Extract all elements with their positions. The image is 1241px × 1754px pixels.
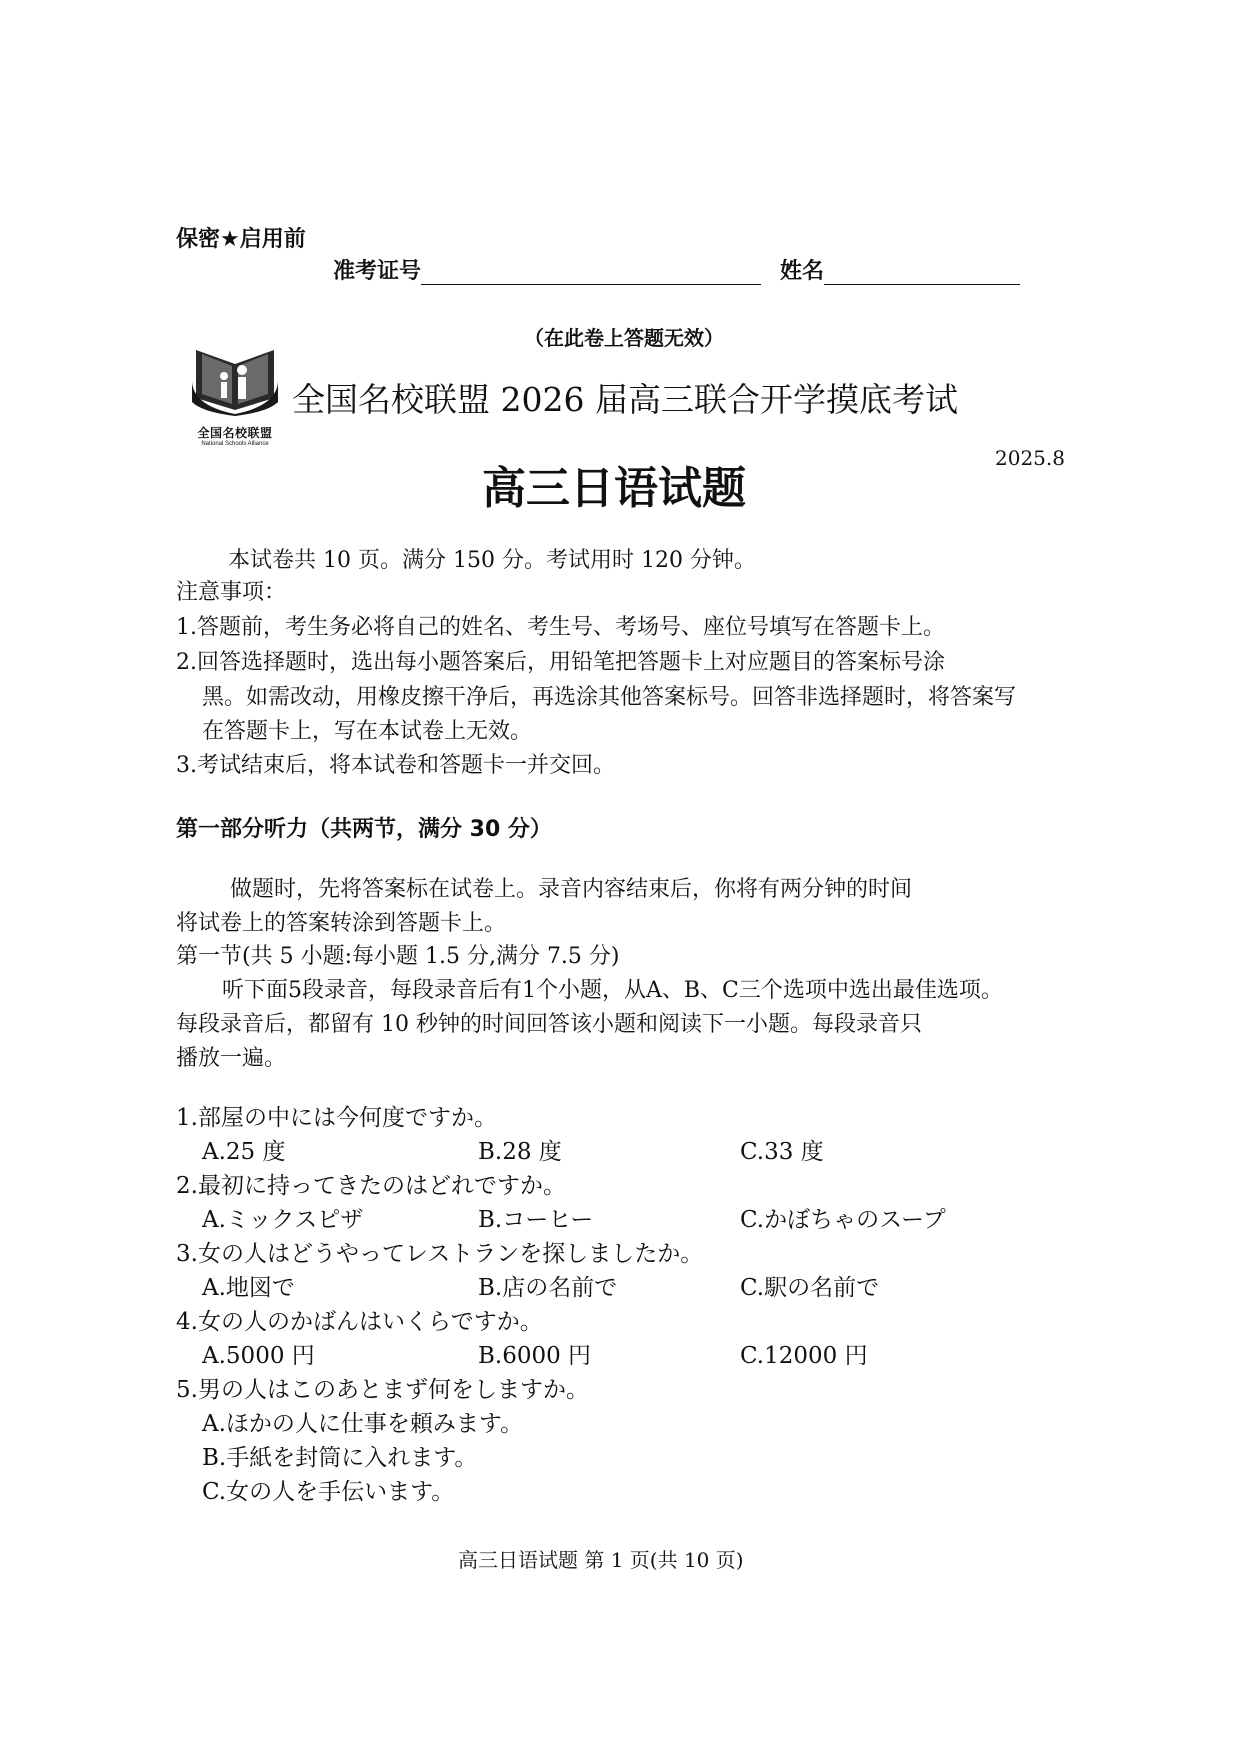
option-c[interactable]: C.駅の名前で <box>740 1275 880 1301</box>
option-c[interactable]: C.女の人を手伝います。 <box>202 1479 455 1505</box>
page-footer: 高三日语试题 第 1 页(共 10 页) <box>458 1548 744 1572</box>
note-item: 1.答题前，考生务必将自己的姓名、考生号、考场号、座位号填写在答题卡上。 <box>176 615 945 640</box>
logo-name-cn: 全国名校联盟 <box>197 426 273 440</box>
name-underline[interactable] <box>824 260 1020 285</box>
question-5: 5.男の人はこのあとまず何をしますか。 <box>176 1377 589 1403</box>
note-item: 2.回答选择题时，选出每小题答案后，用铅笔把答题卡上对应题目的答案标号涂 <box>176 650 945 675</box>
option-a[interactable]: A.地図で <box>202 1275 295 1301</box>
exam-id-label: 准考证号 <box>333 259 422 284</box>
option-b[interactable]: B.店の名前で <box>478 1275 618 1301</box>
invalid-note: （在此卷上答题无效） <box>524 326 724 350</box>
option-a[interactable]: A.ミックスピザ <box>202 1207 364 1233</box>
exam-date: 2025.8 <box>995 446 1065 470</box>
option-c[interactable]: C.12000 円 <box>740 1343 868 1369</box>
option-b[interactable]: B.6000 円 <box>478 1343 592 1369</box>
option-a[interactable]: A.ほかの人に仕事を頼みます。 <box>202 1411 524 1437</box>
alliance-logo <box>188 346 282 447</box>
option-b[interactable]: B.手紙を封筒に入れます。 <box>202 1445 478 1471</box>
exam-id-field[interactable] <box>333 254 761 285</box>
option-a[interactable]: A.5000 円 <box>202 1343 315 1369</box>
name-label: 姓名 <box>780 259 825 284</box>
section1-instruction: 每段录音后，都留有 10 秒钟的时间回答该小题和阅读下一小题。每段录音只 <box>176 1012 922 1037</box>
section1-instruction: 播放一遍。 <box>176 1046 287 1071</box>
intro-text: 本试卷共 10 页。满分 150 分。考试用时 120 分钟。 <box>228 548 756 573</box>
part1-heading: 第一部分听力（共两节，满分 30 分） <box>176 817 552 842</box>
section1-heading: 第一节(共 5 小题:每小题 1.5 分,满分 7.5 分) <box>176 944 620 969</box>
question-2: 2.最初に持ってきたのはどれですか。 <box>176 1173 566 1199</box>
question-4: 4.女の人のかばんはいくらですか。 <box>176 1309 543 1335</box>
logo-name-en: National Schools Alliance <box>201 441 269 447</box>
subject-title: 高三日语试题 <box>482 463 746 514</box>
option-c[interactable]: C.かぼちゃのスープ <box>740 1207 946 1233</box>
part1-instruction: 将试卷上的答案转涂到答题卡上。 <box>176 911 507 936</box>
open-book-icon <box>188 346 282 416</box>
section1-instruction: 听下面5段录音，每段录音后有1个小题，从A、B、C三个选项中选出最佳选项。 <box>222 978 1003 1003</box>
note-item: 在答题卡上，写在本试卷上无效。 <box>202 719 533 744</box>
part1-instruction: 做题时，先将答案标在试卷上。录音内容结束后，你将有两分钟的时间 <box>230 877 913 902</box>
option-c[interactable]: C.33 度 <box>740 1139 824 1165</box>
name-field[interactable] <box>780 254 1020 285</box>
question-3: 3.女の人はどうやってレストランを探しましたか。 <box>176 1241 704 1267</box>
notes-heading: 注意事项： <box>176 580 287 605</box>
secret-label: 保密★启用前 <box>176 227 306 252</box>
note-item: 3.考试结束后，将本试卷和答题卡一并交回。 <box>176 753 615 778</box>
option-b[interactable]: B.コーヒー <box>478 1207 594 1233</box>
option-b[interactable]: B.28 度 <box>478 1139 562 1165</box>
note-item: 黑。如需改动，用橡皮擦干净后，再选涂其他答案标号。回答非选择题时，将答案写 <box>202 685 1017 710</box>
exam-id-underline[interactable] <box>421 260 761 285</box>
question-1: 1.部屋の中には今何度ですか。 <box>176 1105 497 1131</box>
option-a[interactable]: A.25 度 <box>202 1139 286 1165</box>
exam-title: 全国名校联盟 2026 届高三联合开学摸底考试 <box>292 380 958 419</box>
